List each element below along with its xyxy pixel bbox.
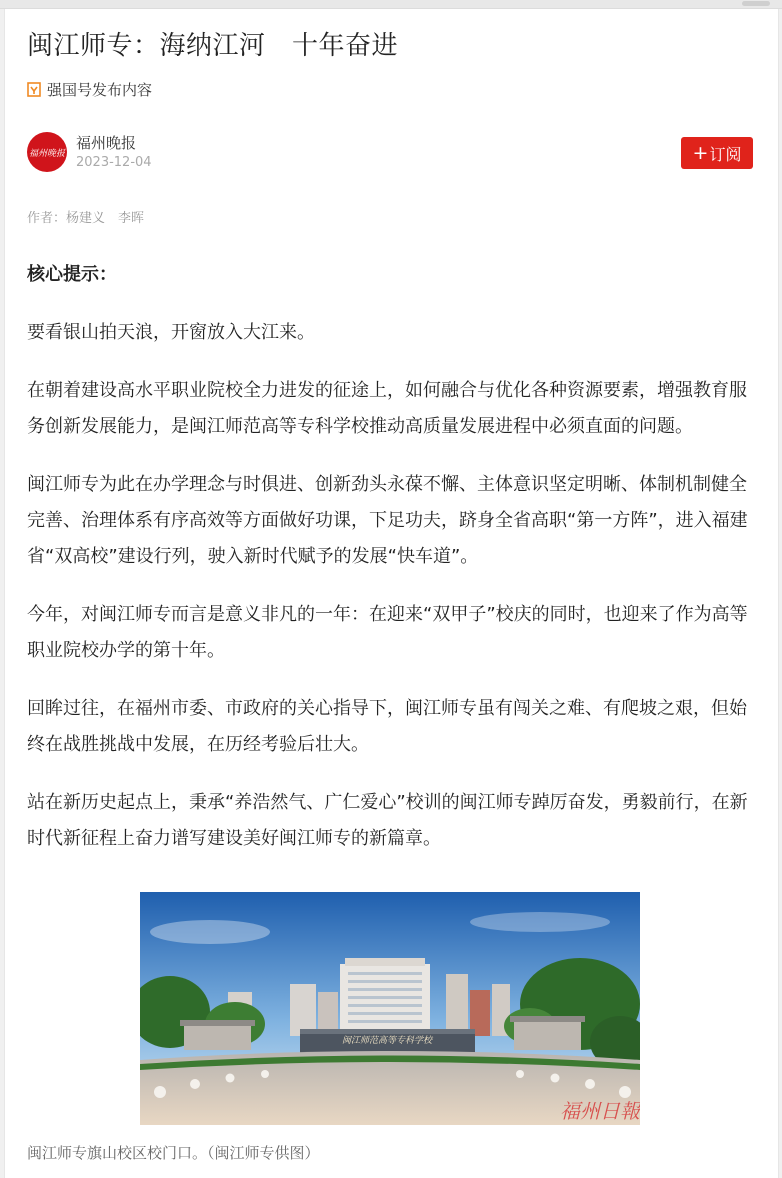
article-page: [4, 9, 779, 1178]
plus-icon: +: [692, 141, 709, 164]
subscribe-label: 订阅: [709, 144, 742, 164]
campus-gate-photo[interactable]: [140, 892, 640, 1125]
scroll-thumb[interactable]: [742, 1, 770, 6]
newspaper-watermark: 福州日報: [560, 1099, 640, 1123]
article-body: [27, 257, 757, 879]
browser-top-strip: [0, 0, 782, 9]
author-block[interactable]: [27, 132, 152, 172]
paragraph: 站在新历史起点上，秉承“养浩然气、广仁爱心”校训的闽江师专踔厉奋发，勇毅前行，在新时代新征程上奋力谱写建设美好闽江师专的新篇章。: [27, 792, 748, 849]
paragraph: 闽江师专为此在办学理念与时俱进、创新劲头永葆不懈、主体意识坚定明晰、体制机制健全完善、治理体系有序高效等方面做好功课，下足功夫，跻身全省高职“第一方阵”，进入福建省“双高校”建设行列，驶入新时代赋予的发展“快车道”。: [27, 474, 748, 567]
ribbon-badge-icon: [27, 82, 41, 98]
article-title: 闽江师专：海纳江河 十年奋进: [27, 31, 399, 61]
paragraph: 回眸过往，在福州市委、市政府的关心指导下，闽江师专虽有闯关之难、有爬坡之艰，但始终在战胜挑战中发展，在历经考验后壮大。: [27, 698, 747, 755]
paragraph: 在朝着建设高水平职业院校全力进发的征途上，如何融合与优化各种资源要素，增强教育服务创新发展能力，是闽江师范高等专科学校推动高质量发展进程中必须直面的问题。: [27, 380, 747, 437]
campus-gate-illustration: [140, 892, 640, 1125]
byline: 作者：杨建义 李晖: [27, 211, 145, 226]
publish-date: 2023-12-04: [76, 154, 152, 170]
source-label: 强国号发布内容: [47, 81, 153, 99]
avatar-logo-text: 福州晚报: [28, 148, 65, 159]
subscribe-button[interactable]: [681, 137, 753, 169]
paragraph: 今年，对闽江师专而言是意义非凡的一年：在迎来“双甲子”校庆的同时，也迎来了作为高等职业院校办学的第十年。: [27, 604, 748, 661]
source-row: [27, 79, 152, 100]
gate-sign-text: 闽江师范高等专科学校: [341, 1036, 433, 1046]
paragraph: 要看银山拍天浪，开窗放入大江来。: [27, 322, 315, 343]
author-name[interactable]: 福州晚报: [76, 133, 137, 152]
author-meta: [76, 133, 152, 172]
avatar[interactable]: [27, 132, 67, 172]
lead-heading: 核心提示：: [27, 264, 117, 285]
photo-caption: 闽江师专旗山校区校门口。（闽江师专供图）: [27, 1144, 320, 1162]
